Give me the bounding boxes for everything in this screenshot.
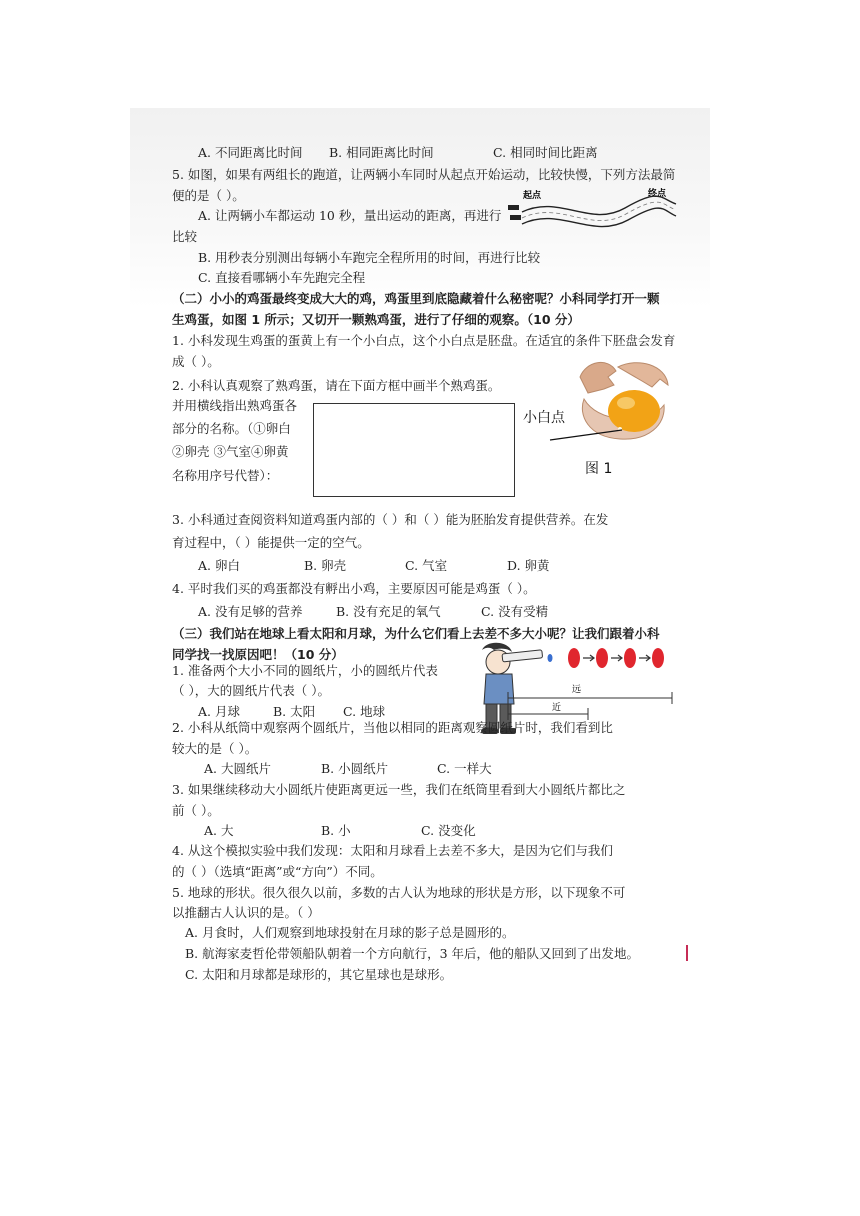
eggshell-upper	[580, 362, 616, 393]
s3-q3-option-a: A. 大	[204, 823, 234, 838]
section2-title-line2: 生鸡蛋，如图 1 所示；又切开一颗熟鸡蛋，进行了仔细的观察。（10 分）	[172, 312, 580, 327]
track-center-line	[522, 202, 676, 220]
q5-option-a-line1: A. 让两辆小车都运动 10 秒，量出运动的距离，再进行	[198, 208, 502, 223]
s3-q2-option-b: B. 小圆纸片	[321, 761, 389, 776]
s3-q2-option-c: C. 一样大	[437, 761, 492, 776]
small-disc-icon	[548, 654, 553, 662]
q5-option-a-line2: 比较	[172, 229, 198, 244]
track-start-label: 起点	[523, 191, 542, 201]
large-disc-3-icon	[624, 648, 636, 668]
s2-q2-side-2: 部分的名称。（①卵白	[172, 421, 291, 436]
s2-q3-option-a: A. 卵白	[198, 558, 240, 573]
figure-caption: 图 1	[585, 461, 613, 477]
telescope-tube	[502, 650, 543, 662]
q4-option-c: C. 相同时间比距离	[493, 145, 598, 160]
s3-q1-option-b: B. 太阳	[273, 704, 316, 719]
car-2-icon	[510, 215, 521, 220]
track-end-label: 终点	[648, 189, 667, 199]
s3-q4-line1: 4. 从这个模拟实验中我们发现：太阳和月球看上去差不多大，是因为它们与我们	[172, 843, 613, 858]
q4-option-b: B. 相同距离比时间	[329, 145, 434, 160]
s2-q4-option-c: C. 没有受精	[481, 604, 549, 619]
s2-q3-option-d: D. 卵黄	[507, 558, 550, 573]
s2-q1-line2: 成（ ）。	[172, 354, 220, 369]
s3-q1-option-c: C. 地球	[343, 704, 386, 719]
s2-q4-line1: 4. 平时我们买的鸡蛋都没有孵出小鸡，主要原因可能是鸡蛋（ ）。	[172, 581, 536, 596]
q4-option-a: A. 不同距离比时间	[198, 145, 303, 160]
s3-q5-line2: 以推翻古人认识的是。（ ）	[172, 905, 320, 920]
red-margin-mark	[686, 945, 688, 961]
s3-q2-line2: 较大的是（ ）。	[172, 741, 258, 756]
near-label: 近	[552, 703, 562, 713]
track-line-inner	[522, 208, 676, 226]
s3-q2-option-a: A. 大圆纸片	[204, 761, 271, 776]
yolk-highlight	[617, 397, 635, 409]
far-label: 远	[572, 685, 582, 695]
figure-label-white-dot: 小白点	[523, 410, 565, 426]
s2-q3-line2: 育过程中，（ ）能提供一定的空气。	[172, 535, 370, 550]
s3-q5-option-a: A. 月食时，人们观察到地球投射在月球的影子总是圆形的。	[185, 925, 515, 940]
s2-q2-side-4: 名称用序号代替）：	[172, 468, 279, 483]
section3-title-line1: （三）我们站在地球上看太阳和月球，为什么它们看上去差不多大小呢？让我们跟着小科	[172, 626, 660, 641]
q5-stem-line2: 便的是（ ）。	[172, 188, 245, 203]
s3-q5-option-b: B. 航海家麦哲伦带领船队朝着一个方向航行，3 年后，他的船队又回到了出发地。	[185, 946, 640, 961]
s3-q4-line2: 的（ ）（选填“距离”或“方向”）不同。	[172, 864, 383, 879]
q5-option-c: C. 直接看哪辆小车先跑完全程	[198, 270, 366, 285]
s2-q4-option-b: B. 没有充足的氧气	[336, 604, 441, 619]
section3-title-line2: 同学找一找原因吧！（10 分）	[172, 647, 344, 662]
s2-q3-option-c: C. 气室	[405, 558, 448, 573]
racetrack-figure	[500, 186, 680, 242]
s3-q3-option-c: C. 没变化	[421, 823, 476, 838]
s2-q1-line1: 1. 小科发现生鸡蛋的蛋黄上有一个小白点，这个小白点是胚盘。在适宜的条件下胚盘会发育	[172, 333, 676, 348]
eggshell-right	[618, 363, 668, 387]
large-disc-2-icon	[596, 648, 608, 668]
section2-title-line1: （二）小小的鸡蛋最终变成大大的鸡，鸡蛋里到底隐藏着什么秘密呢？小科同学打开一颗	[172, 291, 660, 306]
q5-stem-line1: 5. 如图，如果有两组长的跑道，让两辆小车同时从起点开始运动，比较快慢，下列方法最简	[172, 167, 676, 182]
car-1-icon	[508, 205, 519, 210]
s3-q3-option-b: B. 小	[321, 823, 351, 838]
large-disc-4-icon	[652, 648, 664, 668]
label-pointer-line	[548, 426, 628, 446]
q5-option-b: B. 用秒表分别测出每辆小车跑完全程所用的时间，再进行比较	[198, 250, 541, 265]
s3-q3-line2: 前（ ）。	[172, 803, 220, 818]
s2-q2-side-3: ②卵壳 ③气室④卵黄	[172, 444, 289, 459]
s2-q3-option-b: B. 卵壳	[304, 558, 347, 573]
s3-q2-line1: 2. 小科从纸筒中观察两个圆纸片，当他以相同的距离观察圆纸片时，我们看到比	[172, 720, 613, 735]
s3-q3-line1: 3. 如果继续移动大小圆纸片使距离更远一些，我们在纸筒里看到大小圆纸片都比之	[172, 782, 626, 797]
s2-q4-option-a: A. 没有足够的营养	[198, 604, 303, 619]
drawing-answer-box[interactable]	[313, 403, 515, 497]
s2-q2-line1: 2. 小科认真观察了熟鸡蛋，请在下面方框中画半个熟鸡蛋。	[172, 378, 501, 393]
s3-q5-option-c: C. 太阳和月球都是球形的，其它星球也是球形。	[185, 967, 453, 982]
s3-q1-option-a: A. 月球	[198, 704, 240, 719]
large-disc-1-icon	[568, 648, 580, 668]
s2-q3-line1: 3. 小科通过查阅资料知道鸡蛋内部的（ ）和（ ）能为胚胎发育提供营养。在发	[172, 512, 609, 527]
s2-q2-side-1: 并用横线指出熟鸡蛋各	[172, 398, 298, 413]
s3-q1-line1: 1. 准备两个大小不同的圆纸片，小的圆纸片代表	[172, 663, 438, 678]
boy-body	[484, 674, 514, 704]
s3-q1-line2: （ ），大的圆纸片代表（ ）。	[172, 683, 330, 698]
s3-q5-line1: 5. 地球的形状。很久很久以前，多数的古人认为地球的形状是方形，以下现象不可	[172, 885, 626, 900]
